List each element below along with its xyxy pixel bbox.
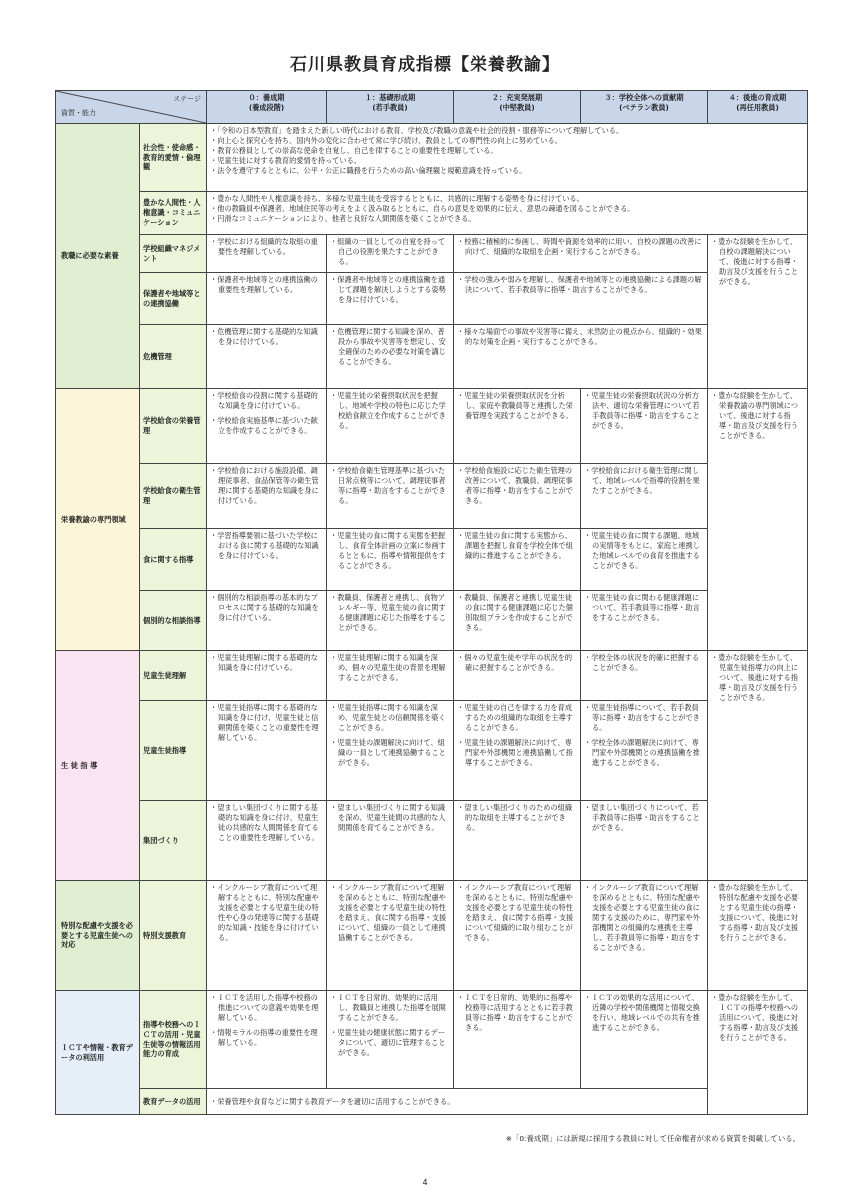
cell-stage-2: ・望ましい集団づくりのための組織的な取組を主導することができる。 xyxy=(454,801,581,881)
cell-stage-0: ・児童生徒理解に関する基礎的な知識を身に付けている。 xyxy=(207,651,327,701)
cell-stage-4: ・豊かな経験を生かして、児童生徒指導力の向上について、後進に対する指導・助言及び支援を行うことができる。 xyxy=(708,651,808,881)
cell-stage-0: ・危機管理に関する基礎的な知識を身に付けている。 xyxy=(207,325,327,389)
cell-stage-3: ・児童生徒指導について、若手教員等に指導・助言をすることができる。 ・学校全体の課題解決に向けて、専門家や外部機関との連携協働を推進することができる。 xyxy=(581,701,708,801)
span-cell: ・「令和の日本型教育」を踏まえた新しい時代における教育、学校及び教職の意義や社会的役割・服務等について理解している。 ・向上心と探究心を持ち、国内外の変化に合わせて常に学び続け、教員としての専門性の向上に努めている。 ・教育公務員としての崇高な使命を自覚し、自己を律することの重要性を理解している。 ・児童生徒に対する教育的愛情を持っている。 ・法令を遵守するとともに、公平・公正に職務を行うための高い倫理観と規範意識を持っている。 xyxy=(207,124,808,192)
table-row xyxy=(56,651,808,701)
cell-stage-0: ・インクルーシブ教育について理解するとともに、特別な配慮や支援を必要とする児童生徒の特性や心身の発達等に関する基礎的な知識・技能を身に付けている。 xyxy=(207,881,327,991)
cell-stage-2: ・児童生徒の食に関する実態から、課題を把握し食育を学校全体で組織的に推進することができる。 xyxy=(454,529,581,591)
category-cell: ＩＣＴや情報・教育データの利活用 xyxy=(56,991,140,1115)
category-cell: 栄養教諭の専門領域 xyxy=(56,389,140,651)
stage-header-4: ４：後進の育成期 (再任用教員) xyxy=(708,91,808,124)
footnote: ※「0:養成期」には新規に採用する教員に対して任命権者が求める資質を掲載している。 xyxy=(505,1134,800,1143)
corner-skill-label: 資質・能力 xyxy=(61,109,96,118)
cell-stage-0: ・望ましい集団づくりに関する基礎的な知識を身に付け、児童生徒の共感的な人間関係を育てることの重要性を理解している。 xyxy=(207,801,327,881)
table-row xyxy=(56,701,808,801)
cell-stage-0: ・学校における組織的な取組の重要性を理解している。 xyxy=(207,235,327,273)
cell-stage-4: ・豊かな経験を生かして、自校の課題解決について、後進に対する指導・助言及び支援を行うことができる。 xyxy=(708,235,808,389)
cell-stage-3: ・児童生徒の栄養摂取状況の分析方法や、適切な栄養管理について若手教員等に指導・助言をすることができる。 xyxy=(581,389,708,464)
table-row xyxy=(56,192,808,235)
category-cell: 教職に必要な素養 xyxy=(56,124,140,389)
subcategory-cell: 社会性・使命感・教育的愛情・倫理観 xyxy=(140,124,207,192)
subcategory-cell: 個別的な相談指導 xyxy=(140,591,207,651)
subcategory-cell: 学校組織マネジメント xyxy=(140,235,207,273)
cell-stage-3: ・児童生徒の食に関する課題、地域の実情等をもとに、家庭と連携した地域レベルでの食育を推進することができる。 xyxy=(581,529,708,591)
stage-header-0: ０：養成期 (養成段階) xyxy=(207,91,327,124)
cell-stage-4: ・豊かな経験を生かして、栄養教諭の専門領域について、後進に対する指導・助言及び支援を行うことができる。 xyxy=(708,389,808,651)
subcategory-cell: 児童生徒理解 xyxy=(140,651,207,701)
subcategory-cell: 教育データの活用 xyxy=(140,1089,207,1115)
subcategory-cell: 特別支援教育 xyxy=(140,881,207,991)
indicator-table xyxy=(55,90,808,1115)
cell-stage-3: ・学校全体の状況を的確に把握することができる。 xyxy=(581,651,708,701)
cell-stage-0: ・学習指導要領に基づいた学校における食に関する基礎的な知識を身に付けている。 xyxy=(207,529,327,591)
span-cell: ・豊かな人間性や人権意識を持ち、多様な児童生徒を受容するとともに、共感的に理解する姿勢を身に付けている。 ・他の教職員や保護者、地域住民等の考えをよく汲み取るとともに、自らの意見を効果的に伝え、意思の疎通を図ることができる。 ・円滑なコミュニケーションにより、他者と良好な人間関係を築くことができる。 xyxy=(207,192,808,235)
subcategory-cell: 指導や校務へのＩＣＴの活用・児童生徒等の情報活用能力の育成 xyxy=(140,991,207,1089)
table-row xyxy=(56,1089,808,1115)
cell-stage-1: ・児童生徒の栄養摂取状況を把握し、地域や学校の特色に応じた学校給食献立を作成することができる。 xyxy=(327,389,454,464)
cell-stage-4: ・豊かな経験を生かして、ＩＣＴの指導や校務への活用について、後進に対する指導・助言及び支援を行うことができる。 xyxy=(708,991,808,1115)
cell-stage-3: ・学校給食における衛生管理に関して、地域レベルで指導的役割を果たすことができる。 xyxy=(581,464,708,529)
subcategory-cell: 危機管理 xyxy=(140,325,207,389)
cell-stage-1: ・危機管理に関する知識を深め、普段から事故や災害等を想定し、安全確保のための必要な対策を講じることができる。 xyxy=(327,325,454,389)
category-cell: 特別な配慮や支援を必要とする児童生徒への対応 xyxy=(56,881,140,991)
table-row xyxy=(56,389,808,464)
cell-stage-1: ・保護者や地域等との連携協働を通じて課題を解決しようとする姿勢を身に付けている。 xyxy=(327,273,454,325)
cell-stage-4: ・豊かな経験を生かして、特別な配慮や支援を必要とする児童生徒の指導・支援について、後進に対する指導・助言及び支援を行うことができる。 xyxy=(708,881,808,991)
cell-stage-1: ・学校給食衛生管理基準に基づいた日常点検等について、調理従事者等に指導・助言をすることができる。 xyxy=(327,464,454,529)
subcategory-cell: 食に関する指導 xyxy=(140,529,207,591)
cell-stage-2-3: ・校務に積極的に参画し、時間や資源を効率的に用い、自校の課題の改善に向けて、組織的な取組を企画・実行することができる。 xyxy=(454,235,708,273)
cell-stage-1: ・ＩＣＴを日常的、効果的に活用し、教職員と連携した指導を展開することができる。 ・児童生徒の健康状態に関するデータについて、適切に管理することができる。 xyxy=(327,991,454,1089)
span-cell: ・栄養管理や食育などに関する教育データを適切に活用することができる。 xyxy=(207,1089,708,1115)
cell-stage-2: ・児童生徒の栄養摂取状況を分析し、家庭や教職員等と連携した栄養管理を実践することができる。 xyxy=(454,389,581,464)
subcategory-cell: 学校給食の栄養管理 xyxy=(140,389,207,464)
stage-header-2: ２：充実発展期 (中堅教員) xyxy=(454,91,581,124)
table-row xyxy=(56,235,808,273)
table-row xyxy=(56,881,808,991)
table-row xyxy=(56,529,808,591)
cell-stage-2-3: ・様々な場面での事故や災害等に備え、未然防止の視点から、組織的・効果的な対策を企画・実行することができる。 xyxy=(454,325,708,389)
table-row xyxy=(56,591,808,651)
header-row xyxy=(56,91,808,124)
table-row xyxy=(56,124,808,192)
cell-stage-3: ・ＩＣＴの効果的な活用について、近隣の学校や関係機関と情報交換を行い、地域レベルでの共有を推進することができる。 xyxy=(581,991,708,1089)
subcategory-cell: 児童生徒指導 xyxy=(140,701,207,801)
cell-stage-1: ・児童生徒の食に関する実態を把握し、食育全体計画の立案に参画するとともに、指導や情報提供をすることができる。 xyxy=(327,529,454,591)
subcategory-cell: 保護者や地域等との連携協働 xyxy=(140,273,207,325)
subcategory-cell: 学校給食の衛生管理 xyxy=(140,464,207,529)
cell-stage-3: ・インクルーシブ教育について理解を深めるとともに、特別な配慮や支援を必要とする児童生徒の食に関する支援のために、専門家や外部機関との組織的な連携を主導し、若手教員等に指導・助言をすることができる。 xyxy=(581,881,708,991)
stage-header-1: １：基礎形成期 (若手教員) xyxy=(327,91,454,124)
cell-stage-1: ・児童生徒指導に関する知識を深め、児童生徒との信頼関係を築くことができる。 ・児童生徒の課題解決に向けて、組織の一員として連携協働することができる。 xyxy=(327,701,454,801)
cell-stage-0: ・学校給食の役割に関する基礎的な知識を身に付けている。 ・学校給食実施基準に基づいた献立を作成することができる。 xyxy=(207,389,327,464)
page-title: 石川県教員育成指標【栄養教諭】 xyxy=(290,55,560,75)
table-row xyxy=(56,273,808,325)
table-row xyxy=(56,464,808,529)
subcategory-cell: 集団づくり xyxy=(140,801,207,881)
cell-stage-1: ・組織の一員としての自覚を持って自己の役割を果たすことができる。 xyxy=(327,235,454,273)
cell-stage-2: ・ＩＣＴを日常的、効果的に指導や校務等に活用するとともに若手教員等に指導・助言をすることができる。 xyxy=(454,991,581,1089)
cell-stage-1: ・教職員、保護者と連携し、食物アレルギー等、児童生徒の食に関する健康課題に応じた指導をすることができる。 xyxy=(327,591,454,651)
cell-stage-2: ・児童生徒の自己を律する力を育成するための組織的な取組を主導することができる。 ・児童生徒の課題解決に向けて、専門家や外部機関と連携協働して指導することができる。 xyxy=(454,701,581,801)
cell-stage-0: ・ＩＣＴを活用した指導や校務の推進についての意義や効果を理解している。 ・情報モラルの指導の重要性を理解している。 xyxy=(207,991,327,1089)
cell-stage-0: ・児童生徒指導に関する基礎的な知識を身に付け、児童生徒と信頼関係を築くことの重要性を理解している。 xyxy=(207,701,327,801)
subcategory-cell: 豊かな人間性・人権意識・コミュニケーション xyxy=(140,192,207,235)
category-cell: 生 徒 指 導 xyxy=(56,651,140,881)
cell-stage-1: ・児童生徒理解に関する知識を深め、個々の児童生徒の背景を理解することができる。 xyxy=(327,651,454,701)
cell-stage-2: ・教職員、保護者と連携し児童生徒の食に関する健康課題に応じた個別取組プランを作成することができる。 xyxy=(454,591,581,651)
cell-stage-0: ・個別的な相談指導の基本的なプロセスに関する基礎的な知識を身に付けている。 xyxy=(207,591,327,651)
header-corner xyxy=(56,91,207,124)
corner-stage-label: ステージ xyxy=(173,95,201,103)
cell-stage-1: ・望ましい集団づくりに関する知識を深め、児童生徒間の共感的な人間関係を育てることができる。 xyxy=(327,801,454,881)
cell-stage-3: ・望ましい集団づくりについて、若手教員等に指導・助言をすることができる。 xyxy=(581,801,708,881)
stage-header-3: ３：学校全体への貢献期 (ベテラン教員) xyxy=(581,91,708,124)
cell-stage-2: ・学校給食施設に応じた衛生管理の改善について、教職員、調理従事者等に指導・助言をすることができる。 xyxy=(454,464,581,529)
cell-stage-2-3: ・学校の強みや弱みを理解し、保護者や地域等との連携協働による課題の解決について、若手教員等に指導・助言することができる。 xyxy=(454,273,708,325)
cell-stage-3: ・児童生徒の食に関わる健康課題について、若手教員等に指導・助言をすることができる。 xyxy=(581,591,708,651)
cell-stage-1: ・インクルーシブ教育について理解を深めるとともに、特別な配慮や支援を必要とする児童生徒の特性を踏まえ、食に関する指導・支援について、組織の一員として連携協働することができる。 xyxy=(327,881,454,991)
cell-stage-2: ・個々の児童生徒や学年の状況を的確に把握することができる。 xyxy=(454,651,581,701)
cell-stage-0: ・学校給食における施設設備、調理従事者、食品保管等の衛生管理に関する基礎的な知識を身に付けている。 xyxy=(207,464,327,529)
table-row xyxy=(56,991,808,1089)
cell-stage-2: ・インクルーシブ教育について理解を深めるとともに、特別な配慮や支援を必要とする児童生徒の特性を踏まえ、食に関する指導・支援について組織的に取り組むことができる。 xyxy=(454,881,581,991)
cell-stage-0: ・保護者や地域等との連携協働の重要性を理解している。 xyxy=(207,273,327,325)
table-row xyxy=(56,325,808,389)
table-row xyxy=(56,801,808,881)
page-number: 4 xyxy=(422,1178,428,1187)
